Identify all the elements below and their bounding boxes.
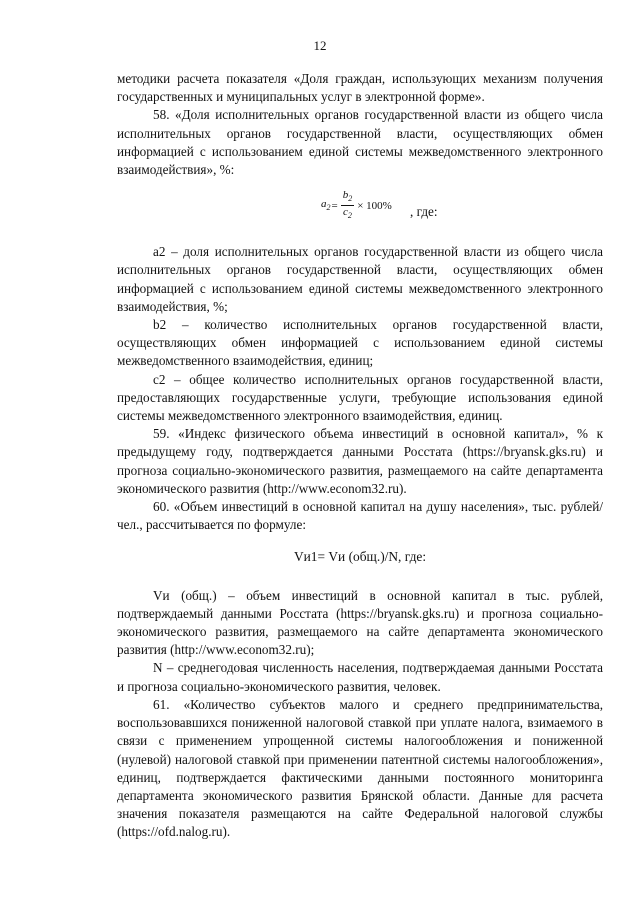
paragraph-n: N – среднегодовая численность населения, подтверждаемая данными Росстата и прогноза социально-экономического развития, человек. xyxy=(117,660,603,694)
paragraph-intro: методики расчета показателя «Доля граждан, использующих механизм получения государственных и муниципальных услуг в электронной форме». xyxy=(117,71,603,105)
paragraph-c2: c2 – общее количество исполнительных органов государственной власти, предоставляющих государственные услуги, требующие использования единой системы межведомственного электронного взаимодействия, единиц. xyxy=(117,371,603,424)
paragraph-60: 60. «Объем инвестиций в основной капитал на душу населения», тыс. рублей/чел., рассчитывается по формуле: xyxy=(117,499,603,533)
formula-numerator: $b_2$ xyxy=(341,189,355,206)
formula-vi1: Vи1= Vи (общ.)/N, где: xyxy=(293,549,427,565)
formula-equals: = xyxy=(331,199,338,212)
paragraph-59: 59. «Индекс физического объема инвестиций в основной капитал», % к предыдущему году, подтверждается данными Росстата (https://bryansk.gks.ru) и прогноза социально-экономического развития, размещаемого на сайте департамента экономического развития (http://www.econom32.ru). xyxy=(117,426,603,496)
paragraph-b2: b2 – количество исполнительных органов государственной власти, осуществляющих обмен информацией с использованием единой системы межведомственного взаимодействия, единиц; xyxy=(117,317,603,369)
paragraph-vi: Vи (общ.) – объем инвестиций в основной капитал в тыс. рублей, подтверждаемый данными Росстата (https://bryansk.gks.ru) и прогноза социально-экономического развития, размещаемого на сайте департамента экономического развития (http://www.econom32.ru); xyxy=(117,587,603,658)
formula-where: , где: xyxy=(410,204,438,220)
formula-fraction xyxy=(341,189,355,222)
formula-expression xyxy=(321,189,392,222)
formula-lhs: $a_2$ xyxy=(321,197,331,212)
document-body xyxy=(117,70,603,842)
paragraph-a2: a2 – доля исполнительных органов государственной власти из общего числа исполнительных органов государственной власти, осуществляющих обмен информацией с использованием единой системы межведомственного электронного взаимодействия, %; xyxy=(117,244,603,314)
paragraph-58: 58. «Доля исполнительных органов государственной власти из общего числа исполнительных органов государственной власти, осуществляющих обмен информацией с использованием единой системы межведомственного электронного взаимодействия», %: xyxy=(117,107,603,178)
paragraph-61: 61. «Количество субъектов малого и среднего предпринимательства, воспользовавшихся пониженной налоговой ставкой при уплате налога, взимаемого в связи с применением упрощенной системы налогообложения и пониженной (нулевой) налоговой ставкой при применении патентной системы налогообложения», единиц, подтверждается фактическими данными постоянного мониторинга департамента экономического развития Брянской области. Данные для расчета значения показателя размещаются на сайте Федеральной налоговой службы (https://ofd.nalog.ru). xyxy=(117,696,603,840)
page-number: 12 xyxy=(313,38,327,53)
formula-denominator: $c_2$ xyxy=(343,206,352,221)
formula-a2 xyxy=(117,181,603,243)
formula-multiplier: × 100% xyxy=(357,199,392,212)
